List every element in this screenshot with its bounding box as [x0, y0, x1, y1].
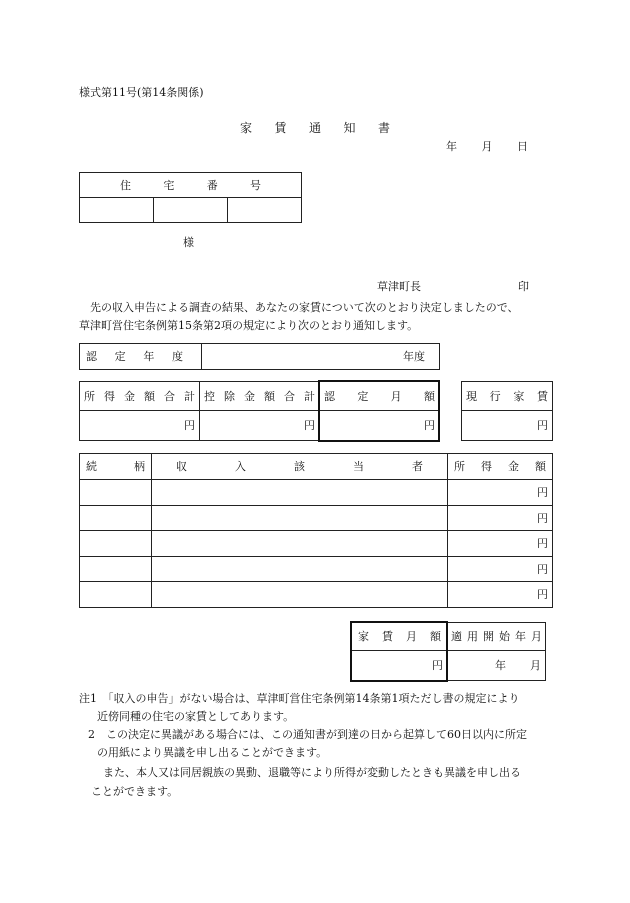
income-earner-cell — [152, 531, 448, 557]
title-char: 知 — [343, 121, 356, 135]
rent-table — [351, 622, 546, 681]
certified-year-value: 年度 — [202, 344, 440, 370]
table-row — [80, 506, 553, 531]
intro-line: 先の収入申告による調査の結果、あなたの家賃について次のとおり決定しましたので、 — [79, 301, 519, 314]
current-rent-table — [461, 381, 553, 441]
current-rent-value: 円 — [462, 411, 553, 441]
application-start-value: 年 月 — [448, 651, 546, 681]
note-1-line-2: 近傍同種の住宅の家賃としてあります。 — [97, 710, 295, 723]
seal-mark: 印 — [518, 280, 529, 293]
deduction-total-value: 円 — [200, 411, 320, 441]
certified-year-label: 認 定 年 度 — [80, 344, 202, 370]
relation-cell — [80, 582, 152, 608]
rent-monthly-label: 家 賃 月 額 — [352, 623, 448, 651]
document-title — [240, 119, 390, 136]
table-row — [80, 582, 553, 608]
note-1-line-1: 注1 「収入の申告」がない場合は、草津町営住宅条例第14条第1項ただし書の規定により — [79, 692, 520, 705]
housing-number-label: 住 宅 番 号 — [80, 173, 302, 198]
income-earner-cell — [152, 480, 448, 506]
date-year: 年 — [446, 140, 457, 153]
housing-number-cell — [154, 198, 228, 223]
relation-header: 続 柄 — [80, 454, 152, 480]
table-row — [80, 480, 553, 506]
housing-number-table — [79, 172, 302, 223]
title-char: 賃 — [274, 121, 287, 135]
housing-number-cell — [80, 198, 154, 223]
income-amount-cell: 円 — [448, 531, 553, 557]
note-2-line-2: の用紙により異議を申し出ることができます。 — [97, 746, 328, 759]
relation-cell — [80, 506, 152, 531]
date-line — [446, 138, 528, 154]
income-amount-cell: 円 — [448, 506, 553, 531]
certified-monthly-value: 円 — [320, 411, 440, 441]
income-total-value: 円 — [80, 411, 200, 441]
application-start-label: 適 用 開 始 年 月 — [448, 623, 546, 651]
amounts-table — [79, 381, 440, 441]
income-amount-cell: 円 — [448, 480, 553, 506]
relation-cell — [80, 557, 152, 582]
income-earner-header: 収 入 該 当 者 — [152, 454, 448, 480]
addressee-suffix: 様 — [183, 236, 194, 249]
intro-line: 草津町営住宅条例第15条第2項の規定により次のとおり通知します。 — [79, 319, 419, 332]
income-amount-header: 所 得 金 額 — [448, 454, 553, 480]
note-2-line-1: 2 この決定に異議がある場合には、この通知書が到達の日から起算して60日以内に所定 — [88, 728, 527, 741]
relation-cell — [80, 531, 152, 557]
title-char: 書 — [377, 121, 390, 135]
deduction-total-label: 控 除 金 額 合 計 — [200, 382, 320, 411]
income-amount-cell: 円 — [448, 557, 553, 582]
relation-cell — [80, 480, 152, 506]
title-char: 通 — [308, 121, 321, 135]
income-earner-cell — [152, 506, 448, 531]
income-earner-cell — [152, 557, 448, 582]
table-row — [80, 557, 553, 582]
income-amount-cell: 円 — [448, 582, 553, 608]
note-2-line-3: また、本人又は同居親族の異動、退職等により所得が変動したときも異議を申し出る — [103, 766, 521, 779]
household-table — [79, 453, 553, 608]
income-earner-cell — [152, 582, 448, 608]
certified-year-table — [79, 343, 440, 370]
table-row — [80, 531, 553, 557]
income-total-label: 所 得 金 額 合 計 — [80, 382, 200, 411]
note-2-line-4: ことができます。 — [91, 785, 179, 798]
housing-number-cell — [228, 198, 302, 223]
issuer: 草津町長 — [377, 280, 421, 293]
current-rent-label: 現 行 家 賃 — [462, 382, 553, 411]
rent-monthly-value: 円 — [352, 651, 448, 681]
certified-monthly-label: 認 定 月 額 — [320, 382, 440, 411]
date-month: 月 — [481, 140, 493, 153]
intro-paragraph — [79, 299, 554, 335]
date-day: 日 — [517, 140, 528, 153]
form-number: 様式第11号(第14条関係) — [79, 86, 204, 99]
title-char: 家 — [240, 121, 253, 135]
